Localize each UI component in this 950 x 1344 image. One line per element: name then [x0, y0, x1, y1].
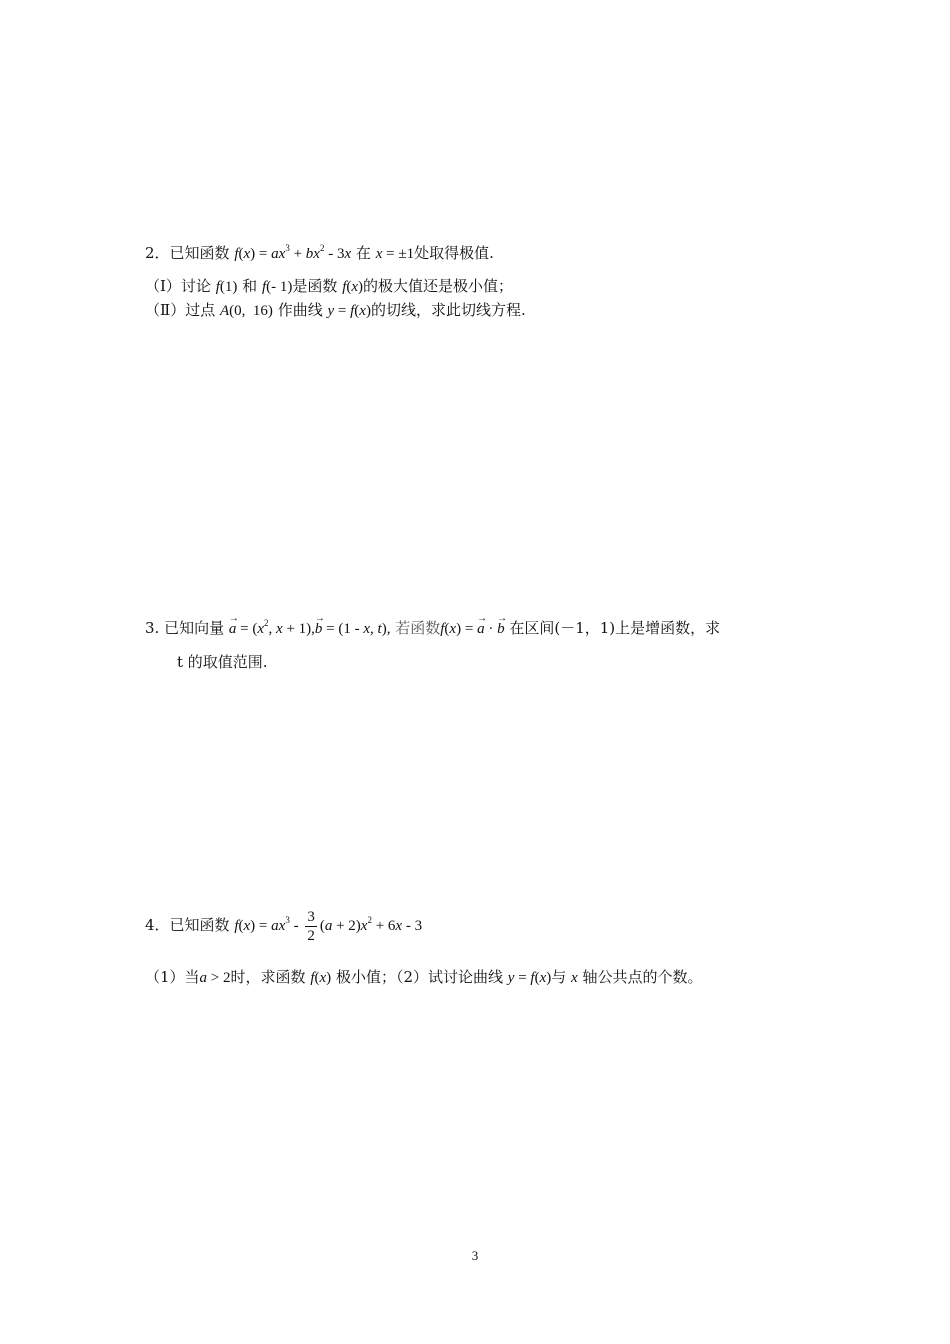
page-number: 3	[471, 1248, 479, 1263]
part-1-and: 和	[242, 277, 258, 295]
question-2-discuss: 极小值；（2）试讨论曲线	[335, 968, 503, 986]
part-1-is-function: 是函数	[292, 277, 338, 295]
problem-2-function: f	[234, 246, 239, 262]
part-2-curve: 作曲线	[277, 301, 323, 319]
fraction-three-halves: $\frac{3}{2}$	[307, 908, 315, 944]
problem-3-line-2: t 的取值范围.	[177, 653, 268, 671]
question-1-when: （1）当	[145, 968, 200, 986]
problem-4-lead: 4．已知函数	[145, 916, 230, 934]
part-2-question: 的切线，求此切线方程.	[370, 301, 526, 319]
question-1-find: 时，求函数	[230, 968, 306, 986]
problem-3-lead: 3. 已知向量	[145, 619, 225, 637]
problem-2-part-2: （Ⅱ）过点 A(0, 16) 作曲线 y = f(x)的切线，求此切线方程.	[145, 301, 526, 319]
question-2-axis: 轴公共点的个数。	[582, 968, 703, 986]
problem-3-suffix: 在区间(－1，1)上是增函数，求	[509, 619, 721, 637]
problem-3-statement: 3. 已知向量 → $a = (x^2$, x + 1),→ b = (1 - x, t), 若函数f(x) = → a · → b 在区间(－1，1)上是增函数，求	[145, 613, 720, 639]
part-1-label: （Ⅰ）讨论	[145, 277, 211, 295]
part-2-label: （Ⅱ）过点	[145, 301, 216, 319]
problem-2-zai: 在	[355, 244, 371, 262]
problem-4-statement: 4．已知函数 $f(x) = ax^3$ - $\frac{3}{2}$ $(a + 2)x^2 + 6x - 3$	[145, 908, 423, 944]
problem-2-statement: 2．已知函数 $f(x) = ax^3 + bx^2 - 3x$ 在 x = ±1处取得极值.	[145, 243, 494, 262]
problem-2-lead: 2．已知函数	[145, 244, 230, 262]
problem-2-suffix: 处取得极值.	[414, 244, 494, 262]
problem-4-questions: （1）当a > 2时，求函数 f(x) 极小值；（2）试讨论曲线 y = f(x)与 x 轴公共点的个数。	[145, 968, 703, 986]
question-2-with: 与	[551, 968, 567, 986]
part-1-question: 的极大值还是极小值；	[363, 277, 514, 295]
problem-3-mid: 若函数	[395, 619, 441, 637]
problem-2-part-1: （Ⅰ）讨论 f(1) 和 f(- 1)是函数 f(x)的极大值还是极小值；	[145, 277, 514, 295]
